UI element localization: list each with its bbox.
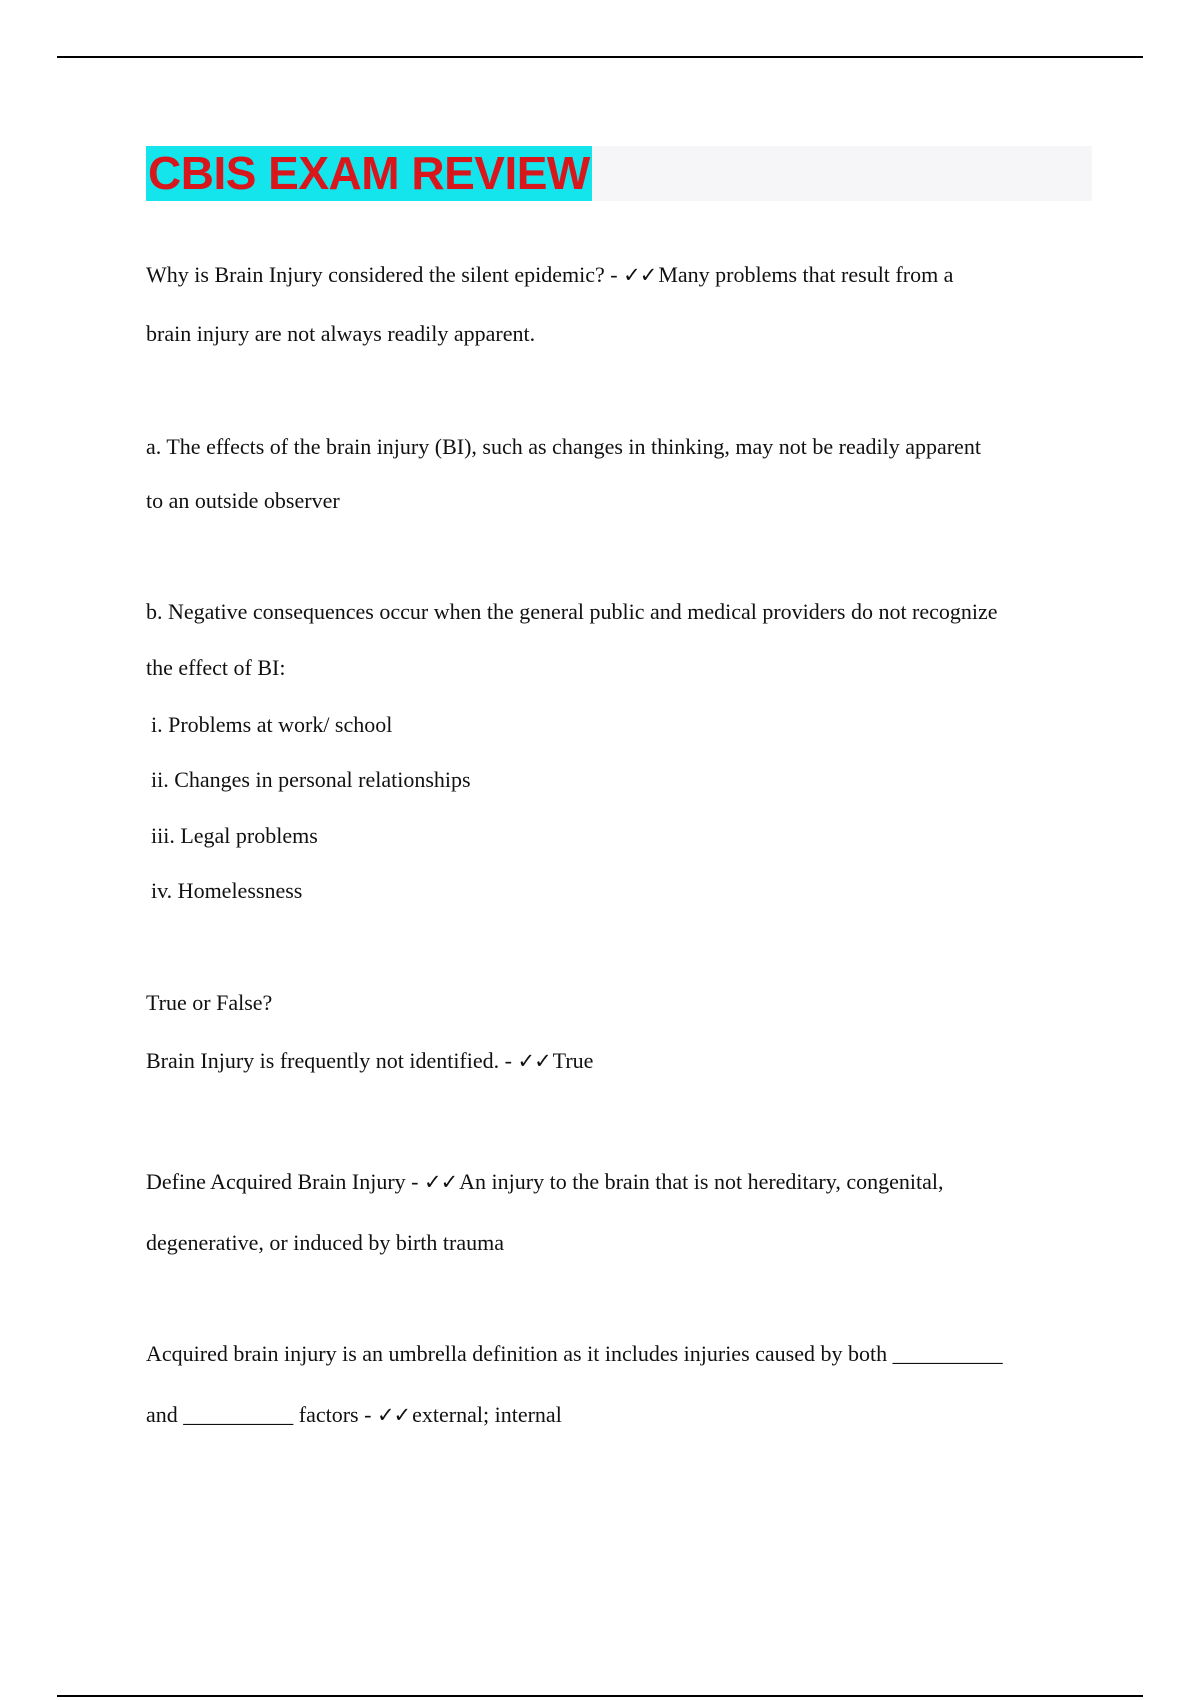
q1-point-a-line-1: a. The effects of the brain injury (BI), such as changes in thinking, may not be readily apparent [146,434,981,459]
q3-line-1 [146,1168,943,1196]
q4-line-2 [146,1401,562,1429]
q1-point-b-line-1: b. Negative consequences occur when the general public and medical providers do not recognize [146,599,998,624]
q3-answer-cont: degenerative, or induced by birth trauma [146,1230,504,1255]
q3-answer-start: An injury to the brain that is not hereditary, congenital, [459,1169,944,1194]
document-title: CBIS EXAM REVIEW [148,147,590,199]
answer-check-icon: ✓✓ [517,1049,551,1073]
list-item: iii. Legal problems [151,823,318,848]
answer-check-icon: ✓✓ [376,1403,411,1427]
bottom-rule [57,1695,1143,1697]
q1-answer-start: Many problems that result from a [658,262,954,287]
answer-check-icon: ✓✓ [623,263,657,287]
q1-line-1 [146,261,953,289]
q1-point-b-line-2: the effect of BI: [146,655,286,680]
q1-point-a-line-2: to an outside observer [146,488,340,513]
q1-answer-cont: brain injury are not always readily apparent. [146,321,536,346]
list-item: i. Problems at work/ school [151,712,393,737]
q4-answer: external; internal [412,1402,562,1427]
top-rule [57,56,1143,58]
list-item: iv. Homelessness [151,878,303,903]
q1-question: Why is Brain Injury considered the silent epidemic? - [146,262,624,287]
q2-line [146,1047,593,1075]
q4-line-1: Acquired brain injury is an umbrella definition as it includes injuries caused by both __________ [146,1341,1003,1366]
q3-question: Define Acquired Brain Injury - [146,1169,424,1194]
q4-question-end: and __________ factors - [146,1402,377,1427]
q2-question: Brain Injury is frequently not identified. - [146,1048,518,1073]
list-item: ii. Changes in personal relationships [151,767,471,792]
q2-answer: True [552,1048,594,1073]
answer-check-icon: ✓✓ [423,1170,458,1194]
q2-prompt: True or False? [146,990,273,1015]
